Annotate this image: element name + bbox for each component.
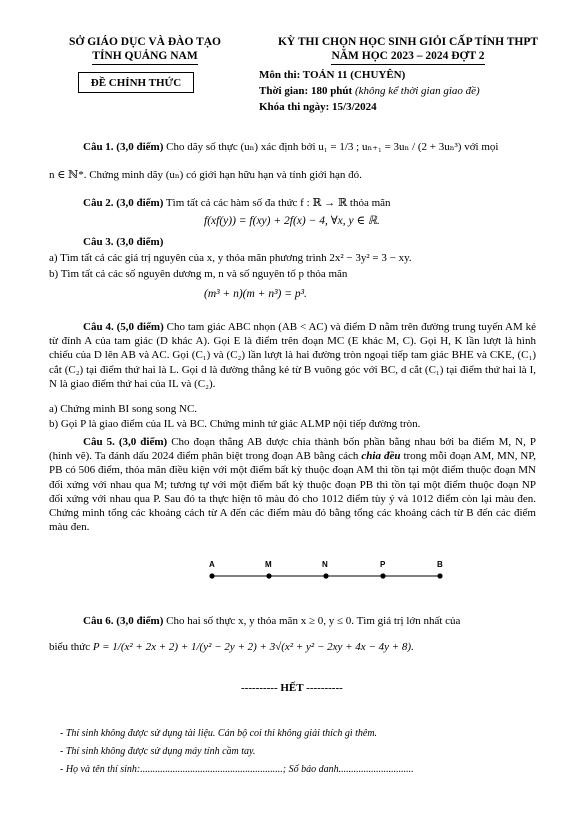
footer-note-1: - Thí sinh không được sử dụng tài liệu. Cán bộ coi thi không giải thích gì thêm. — [60, 728, 378, 739]
department-line2: TỈNH QUẢNG NAM — [92, 49, 197, 65]
problem-5-emphasis: chia đều — [361, 450, 401, 463]
point-n-dot — [323, 573, 328, 578]
time-note: (không kể thời gian giao đề) — [354, 85, 480, 97]
exam-title-line1: KỲ THI CHỌN HỌC SINH GIỎI CẤP TỈNH THPT — [277, 36, 539, 48]
problem-6-formula-line — [49, 640, 536, 654]
problem-6-formula: P = 1/(x² + 2x + 2) + 1/(y² − 2y + 2) + 3√(x² + y² − 2xy + 4x − 4y + 8). — [92, 641, 414, 653]
problem-6-formula-label: biểu thức — [49, 641, 91, 653]
problem-3-part-b: b) Tìm tất cả các số nguyên dương m, n và số nguyên tố p thỏa mãn — [49, 268, 348, 280]
point-b-label: B — [437, 560, 443, 569]
problem-5-text-pre: Cho đoạn thẳng AB được chia thành bốn phần bằng nhau bởi ba điểm M, N, P (hình vẽ). Ta đánh dấu 2024 điểm phân biệt trong đoạn AB bằng cách — [49, 436, 537, 463]
point-b-dot — [437, 573, 442, 578]
problem-1-text-b: n ∈ ℕ*. Chứng minh dãy (uₙ) có giới hạn hữu hạn và tính giới hạn đó. — [49, 169, 362, 181]
problem-5-text-post: trong mỗi đoạn AM, MN, NP, PB có 506 điểm, thỏa mãn điều kiện với một điểm bất kỳ thuộc đoạn AM thì tồn tại một điểm thuộc đoạn MN đối xứng với nhau qua M; tương tự với một điểm bất kỳ thuộc đoạn PB thì tồn tại một điểm thuộc đoạn NP đối xứng với nhau qua P. Sau đó ta thực hiện tô màu đỏ cho 1012 điểm tùy ý và 1012 điểm còn lại màu đen. Chứng minh tổng các khoảng cách từ A đến các điểm màu đỏ bằng tổng các khoảng cách từ B đến các điểm màu đen. — [49, 450, 537, 534]
problem-2 — [49, 196, 536, 210]
problem-6 — [49, 614, 536, 628]
point-p-dot — [380, 573, 385, 578]
problem-5-heading: Câu 5. (3,0 điểm) — [83, 436, 168, 448]
point-m-label: M — [265, 560, 272, 569]
problem-3-heading: Câu 3. (3,0 điểm) — [83, 236, 164, 248]
point-a-label: A — [209, 560, 215, 569]
problem-3-part-a: a) Tìm tất cả các giá trị nguyên của x, y thỏa mãn phương trình 2x² − 3y² = 3 − xy. — [49, 252, 412, 264]
problem-4-part-a: a) Chứng minh BI song song NC. — [49, 403, 198, 415]
exam-title-block — [258, 35, 558, 65]
time-line — [259, 84, 480, 98]
segment-figure — [195, 555, 455, 595]
problem-6-text: Cho hai số thực x, y thỏa mãn x ≥ 0, y ≤ 0. Tìm giá trị lớn nhất của — [166, 615, 461, 627]
subject-label: Môn thi: TOÁN 11 (CHUYÊN) — [259, 69, 406, 81]
problem-4-text: Cho tam giác ABC nhọn (AB < AC) và điểm D nằm trên đường trung tuyến AM kẻ từ đỉnh A của tam giác (D khác A). Gọi E là điểm trên đoạn MC (E khác M, C). Gọi H, K lần lượt là hình chiếu của D lên AB và AC. Gọi (C₁) và (C₂) lần lượt là hai đường tròn ngoại tiếp tam giác BHE và CKE, (C₁) cắt (C₂) tại điểm thứ hai là L. Gọi d là đường thẳng kẻ từ B vuông góc với BC, d cắt (C₁) tại điểm thứ hai là I, N là giao điểm thứ hai của IL và (C₂). — [49, 321, 537, 390]
official-stamp: ĐỀ CHÍNH THỨC — [78, 72, 194, 93]
problem-1-text-a: Cho dãy số thực (uₙ) xác định bởi u₁ = 1/3 ; uₙ₊₁ = 3uₙ / (2 + 3uₙ³) với mọi — [166, 141, 499, 153]
problem-6-heading: Câu 6. (3,0 điểm) — [83, 615, 164, 627]
problem-2-heading: Câu 2. (3,0 điểm) — [83, 197, 164, 209]
department-block — [40, 35, 250, 65]
problem-2-formula: f(xf(y)) = f(xy) + 2f(x) − 4, ∀x, y ∈ ℝ. — [204, 215, 380, 227]
point-m-dot — [266, 573, 271, 578]
problem-1-heading: Câu 1. (3,0 điểm) — [83, 141, 164, 153]
problem-4-part-b: b) Gọi P là giao điểm của IL và BC. Chứng minh tứ giác ALMP nội tiếp đường tròn. — [49, 418, 421, 430]
department-line1: SỞ GIÁO DỤC VÀ ĐÀO TẠO — [69, 36, 221, 48]
problem-1 — [49, 140, 536, 154]
footer-note-3: - Họ và tên thí sinh:.........................................................; Số báo danh.............................. — [60, 764, 414, 775]
footer-note-2: - Thí sinh không được sử dụng máy tính cầm tay. — [60, 746, 256, 757]
problem-5 — [49, 435, 536, 534]
problem-2-text: Tìm tất cả các hàm số đa thức f : ℝ → ℝ thỏa mãn — [165, 197, 391, 209]
problem-4-heading: Câu 4. (5,0 điểm) — [83, 321, 164, 333]
point-a-dot — [209, 573, 214, 578]
time-label: Thời gian: 180 phút — [259, 85, 353, 97]
exam-title-line2: NĂM HỌC 2023 – 2024 ĐỢT 2 — [331, 49, 484, 65]
problem-4 — [49, 320, 536, 391]
problem-3-formula: (m³ + n)(m + n³) = p³. — [204, 288, 307, 300]
point-n-label: N — [322, 560, 328, 569]
end-mark: ---------- HẾT ---------- — [241, 682, 343, 694]
exam-date: Khóa thi ngày: 15/3/2024 — [259, 101, 377, 113]
point-p-label: P — [380, 560, 386, 569]
